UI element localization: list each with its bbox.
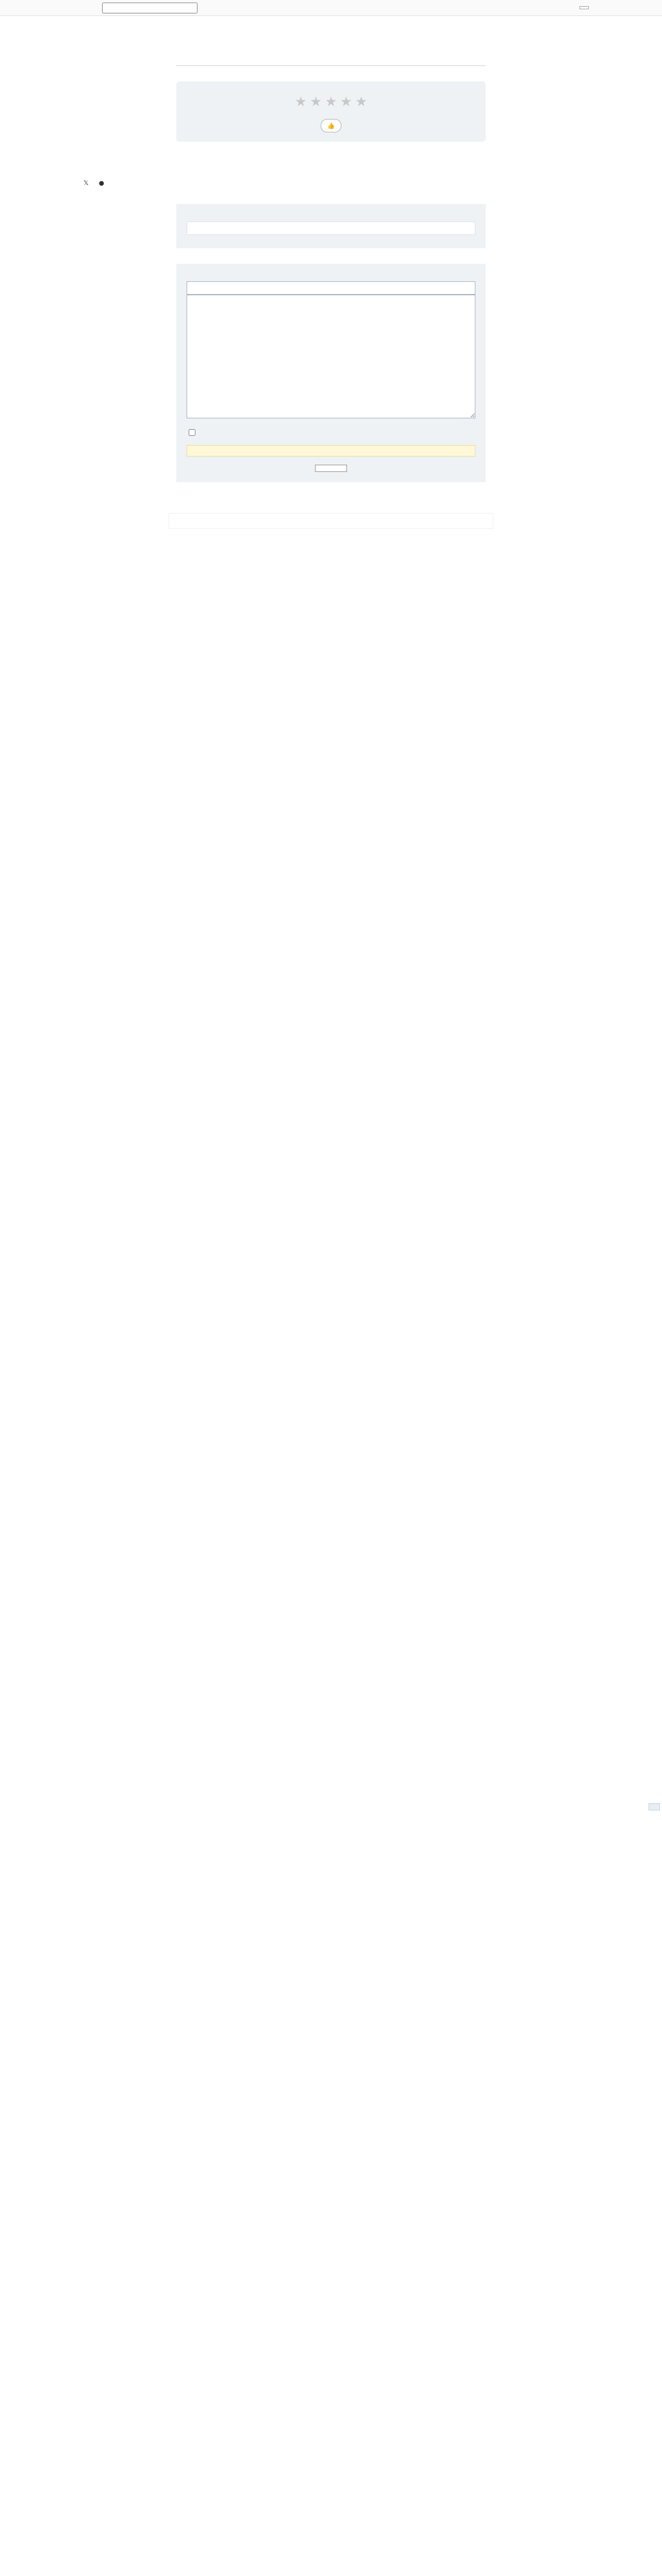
bottom-nav	[0, 539, 662, 590]
pager-bottom	[176, 157, 486, 167]
rating-box	[176, 81, 486, 142]
spoiler-checkbox[interactable]	[189, 429, 195, 436]
rating-stars[interactable]	[186, 91, 476, 113]
star-icon[interactable]: ★	[310, 94, 322, 110]
x-share-icon[interactable]: 𝕏	[84, 179, 89, 187]
thumbs-up-icon: 👍	[327, 122, 335, 129]
star-icon[interactable]: ★	[355, 94, 368, 110]
caution-box	[187, 445, 475, 456]
review-textarea[interactable]	[187, 295, 475, 418]
name-input[interactable]	[187, 281, 475, 295]
site-header	[0, 0, 662, 16]
preface	[176, 57, 486, 66]
star-icon[interactable]: ★	[294, 94, 307, 110]
bookmark-button[interactable]	[580, 6, 589, 9]
warning-box	[169, 513, 493, 529]
review-card	[187, 222, 475, 235]
share-bar	[73, 178, 589, 188]
search-input[interactable]	[102, 3, 197, 13]
star-icon[interactable]: ★	[325, 94, 337, 110]
star-icon[interactable]: ★	[340, 94, 352, 110]
reviews-box	[176, 204, 486, 248]
review-form	[176, 264, 486, 482]
pager-top	[176, 37, 486, 47]
spoiler-checkbox-label[interactable]	[187, 428, 475, 439]
submit-button[interactable]	[315, 465, 347, 472]
like-button[interactable]	[321, 119, 342, 132]
line-share-icon[interactable]: ●	[98, 179, 105, 187]
side-button[interactable]	[649, 1803, 660, 1810]
